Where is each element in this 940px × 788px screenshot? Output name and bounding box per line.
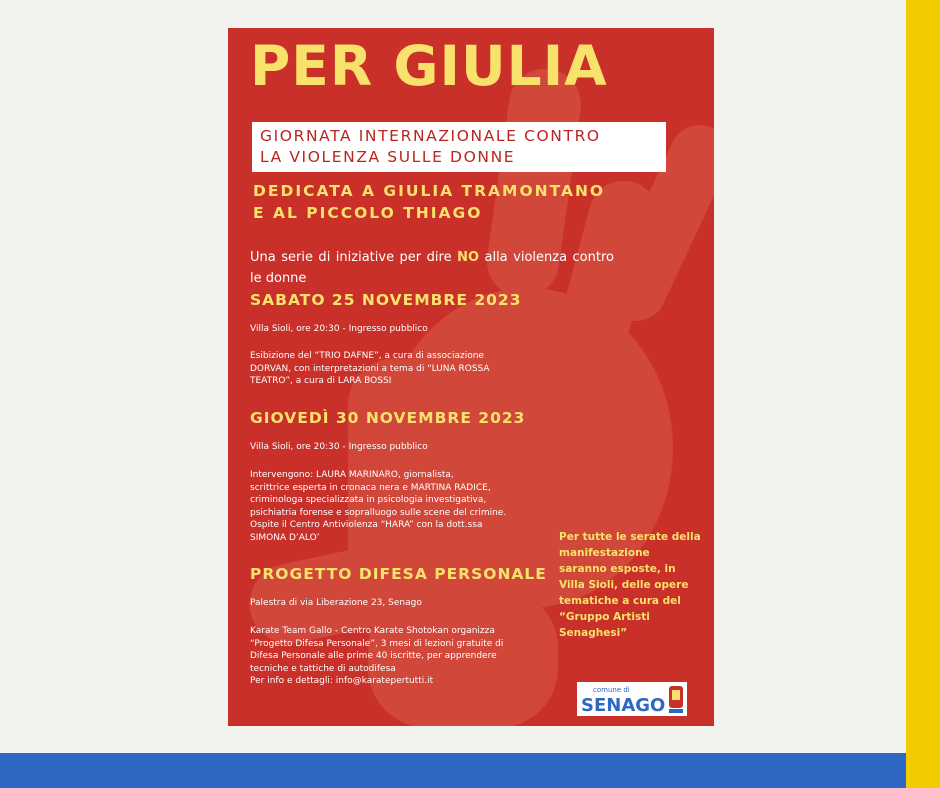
side-note-line: Senaghesi” <box>559 627 628 639</box>
dedication <box>253 180 605 224</box>
event-1-description <box>250 350 531 388</box>
event-3-line: Difesa Personale alle prime 40 iscritte, per apprendere <box>250 651 497 662</box>
event-1-line: TEATRO”, a cura di LARA BOSSI <box>250 376 392 387</box>
side-note-line: Villa Sioli, delle opere <box>559 579 689 591</box>
event-2-heading: GIOVEDÌ 30 NOVEMBRE 2023 <box>250 409 526 427</box>
subtitle-box <box>252 122 666 172</box>
event-1-line: Esibizione del “TRIO DAFNE”, a cura di associazione <box>250 351 484 361</box>
event-2-line: Intervengono: LAURA MARINARO, giornalista, <box>250 470 454 480</box>
intro-emphasis: NO <box>457 250 479 265</box>
side-note-line <box>559 561 703 577</box>
poster-title: PER GIULIA <box>250 34 608 98</box>
intro-text <box>250 247 614 289</box>
event-2-description <box>250 469 531 545</box>
subtitle-line: GIORNATA INTERNAZIONALE CONTRO <box>260 127 601 145</box>
comune-senago-logo <box>577 682 687 716</box>
subtitle-line: LA VIOLENZA SULLE DONNE <box>260 148 516 166</box>
event-3-line: Karate Team Gallo - Centro Karate Shotokan organizza <box>250 626 495 636</box>
logo-top-text: comune di <box>593 686 630 694</box>
event-3-line: Per info e dettagli: info@karatepertutti.it <box>250 676 434 687</box>
event-2-line: criminologa specializzata in psicologia investigativa, <box>250 495 487 506</box>
event-2-location: Villa Sioli, ore 20:30 - Ingresso pubblico <box>250 442 428 452</box>
dedication-line: E AL PICCOLO THIAGO <box>253 204 483 222</box>
intro-before: Una serie di iniziative per dire <box>250 250 458 265</box>
event-3-line: “Progetto Difesa Personale”, 3 mesi di lezioni gratuite di <box>250 638 504 649</box>
event-2-line: Ospite il Centro Antiviolenza “HARA” con la dott.ssa <box>250 520 483 531</box>
right-yellow-border <box>906 0 940 788</box>
side-note-text: saranno esposte, in <box>559 563 676 575</box>
event-3-description <box>250 625 531 688</box>
event-1-heading: SABATO 25 NOVEMBRE 2023 <box>250 291 522 309</box>
side-note-line: manifestazione <box>559 547 650 559</box>
dedication-line: DEDICATA A GIULIA TRAMONTANO <box>253 182 606 200</box>
senago-logo-icon <box>577 682 687 716</box>
event-poster <box>228 28 714 726</box>
intro-after: alla violenza contro le donne <box>250 250 614 286</box>
event-2-line: scrittrice esperta in cronaca nera e MARTINA RADICE, <box>250 482 491 493</box>
event-2-line: psichiatria forense e sopralluogo sulle scene del crimine. <box>250 507 507 518</box>
logo-name: SENAGO <box>581 695 666 716</box>
event-1-location: Villa Sioli, ore 20:30 - Ingresso pubblico <box>250 324 428 334</box>
event-3-line: tecniche e tattiche di autodifesa <box>250 663 396 674</box>
side-note-line: “Gruppo Artisti <box>559 611 650 623</box>
bottom-blue-border <box>0 753 906 788</box>
event-3-location: Palestra di via Liberazione 23, Senago <box>250 598 422 608</box>
side-note <box>559 529 703 641</box>
side-note-line: tematiche a cura del <box>559 595 681 607</box>
event-3-heading: PROGETTO DIFESA PERSONALE <box>250 565 547 583</box>
event-2-line: SIMONA D’ALO’ <box>250 532 320 543</box>
side-note-line: Per tutte le serate della <box>559 531 701 543</box>
event-1-line: DORVAN, con interpretazioni a tema di “LUNA ROSSA <box>250 363 490 374</box>
